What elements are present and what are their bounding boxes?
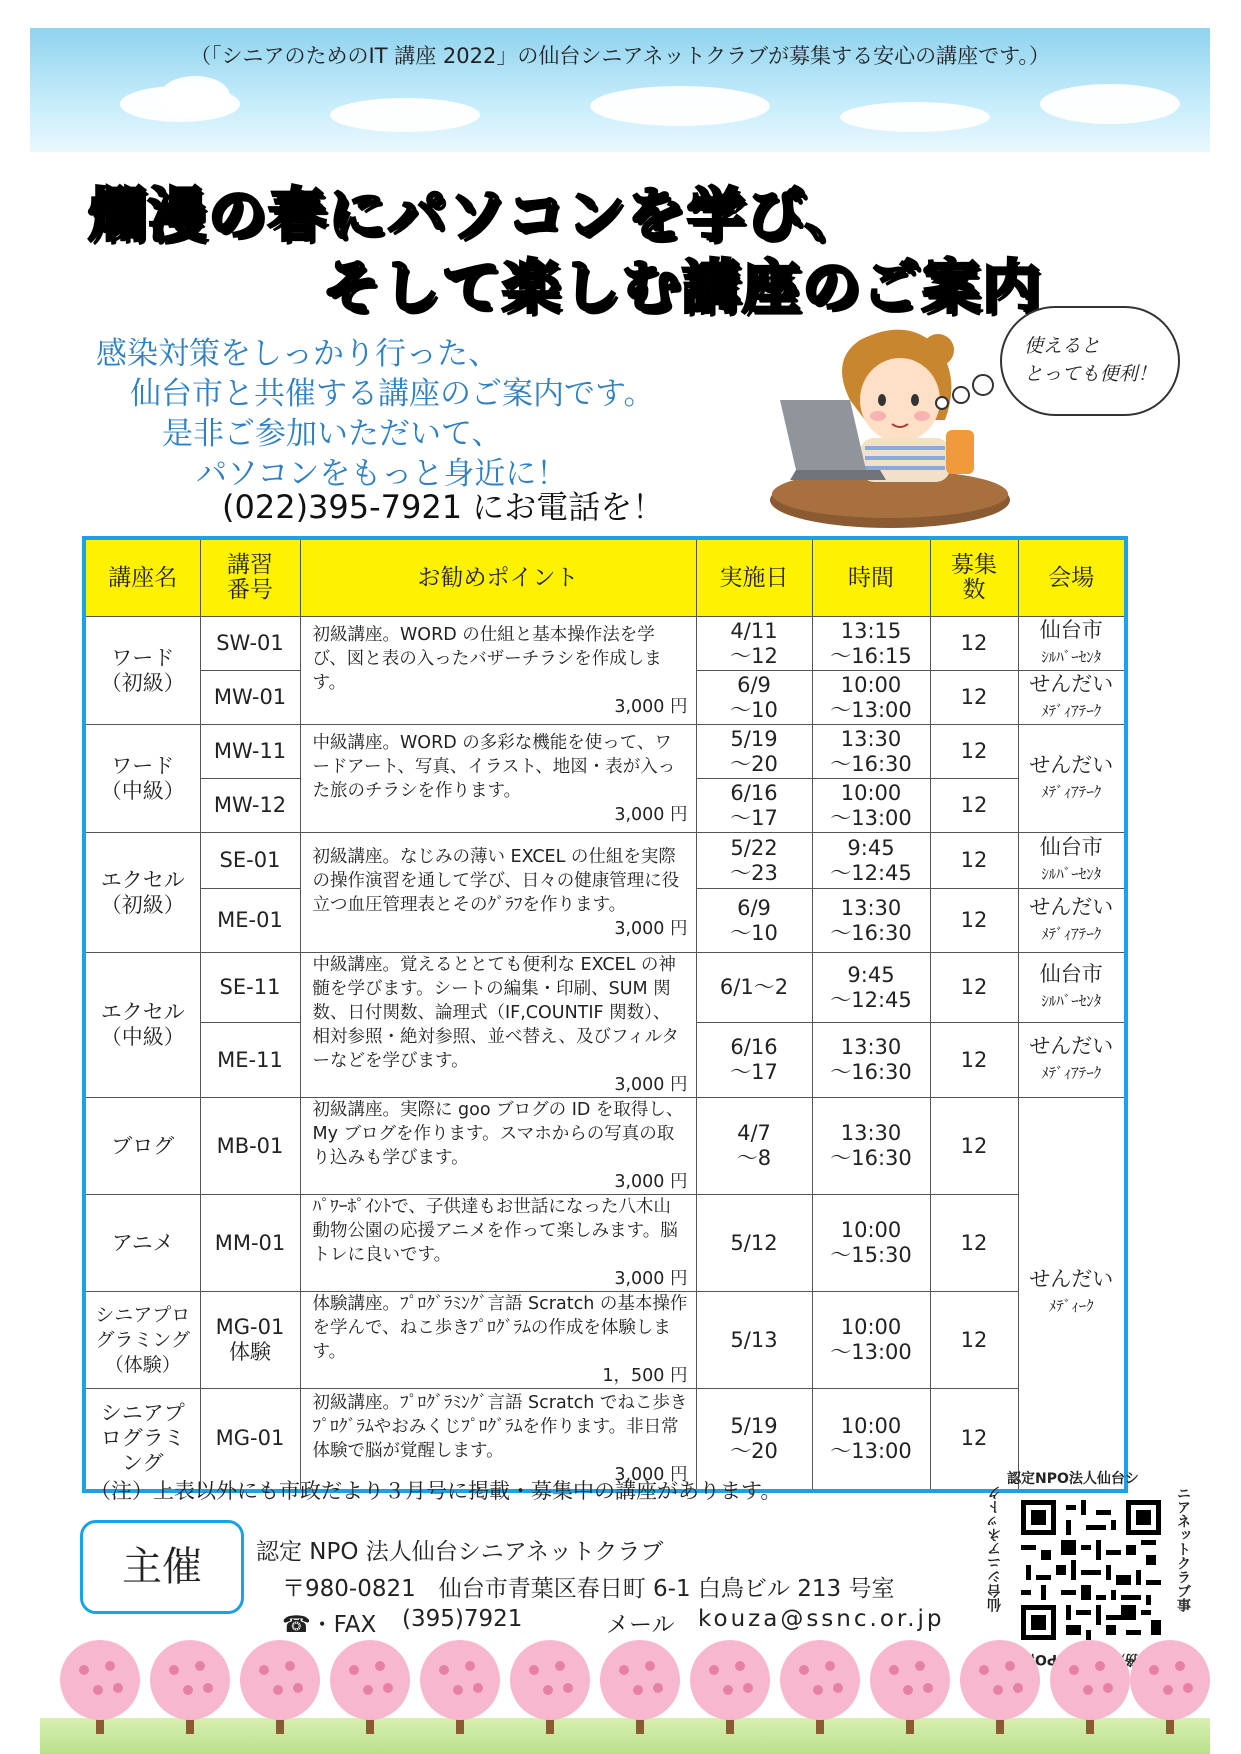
course-date: 6/9 ～10	[696, 671, 812, 725]
course-code: SE-11	[200, 953, 300, 1023]
course-venue: せんだい ﾒﾃﾞｨｰｸ	[1018, 1098, 1126, 1491]
intro-line-2: 仙台市と共催する講座のご案内です。	[130, 376, 655, 412]
qr-code-icon[interactable]	[1021, 1500, 1161, 1640]
title-line-1: 爛漫の春にパソコンを学び、	[88, 181, 865, 249]
course-capacity: 12	[930, 833, 1018, 889]
course-code: MW-11	[200, 725, 300, 779]
course-point: 中級講座。覚えるととても便利な EXCEL の神髄を学びます。シートの編集・印刷、SUM 関数、日付関数、論理式（IF,COUNTIF 関数）、相対参照・絶対参照、並べ替え、及びフィルターなどを学びます。 3,000 円	[300, 953, 696, 1098]
course-time: 13:15 ～16:15	[812, 617, 930, 671]
header-capacity: 募集 数	[930, 538, 1018, 617]
course-venue: 仙台市 ｼﾙﾊﾞｰｾﾝﾀ	[1018, 833, 1126, 889]
course-time: 13:30 ～16:30	[812, 1023, 930, 1098]
intro-line-4: パソコンをもっと身近に！	[196, 456, 568, 492]
title-line-2: そして楽しむ講座のご案内	[322, 253, 1043, 321]
course-name: ワード （中級）	[84, 725, 200, 833]
top-banner-text: （「シニアのためのIT 講座 2022」の仙台シニアネットクラブが募集する安心の講座です。）	[190, 44, 1050, 68]
course-time: 13:30 ～16:30	[812, 725, 930, 779]
course-date: 5/13	[696, 1292, 812, 1389]
header-course-name: 講座名	[84, 538, 200, 617]
course-code: MW-12	[200, 779, 300, 833]
course-name: エクセル （初級）	[84, 833, 200, 953]
course-time: 10:00 ～13:00	[812, 671, 930, 725]
course-time: 9:45 ～12:45	[812, 833, 930, 889]
course-code: MW-01	[200, 671, 300, 725]
course-capacity: 12	[930, 617, 1018, 671]
course-capacity: 12	[930, 1023, 1018, 1098]
course-capacity: 12	[930, 671, 1018, 725]
course-code: SW-01	[200, 617, 300, 671]
table-row	[84, 1195, 1126, 1292]
org-address: 〒980-0821 仙台市青葉区春日町 6-1 白鳥ビル 213 号室	[282, 1576, 895, 1602]
course-code: MG-01 体験	[200, 1292, 300, 1389]
course-capacity: 12	[930, 953, 1018, 1023]
course-name: シニアプ ログラミ ング	[84, 1389, 200, 1491]
course-date: 5/19 ～20	[696, 1389, 812, 1491]
course-time: 10:00 ～13:00	[812, 779, 930, 833]
course-capacity: 12	[930, 1195, 1018, 1292]
course-name: アニメ	[84, 1195, 200, 1292]
table-row	[84, 617, 1126, 671]
course-code: MB-01	[200, 1098, 300, 1195]
course-venue: せんだい ﾒﾃﾞｨｱﾃｰｸ	[1018, 889, 1126, 953]
course-date: 6/16 ～17	[696, 779, 812, 833]
course-code: MG-01	[200, 1389, 300, 1491]
course-time: 9:45 ～12:45	[812, 953, 930, 1023]
course-time: 10:00 ～13:00	[812, 1389, 930, 1491]
course-date: 5/22 ～23	[696, 833, 812, 889]
host-label: 主催	[80, 1520, 244, 1614]
thought-bubble	[1000, 306, 1180, 416]
course-capacity: 12	[930, 779, 1018, 833]
woman-laptop-illustration	[770, 320, 1010, 530]
table-row	[84, 953, 1126, 1023]
course-point: 体験講座。ﾌﾟﾛｸﾞﾗﾐﾝｸﾞ言語 Scratch の基本操作を学んで、ねこ歩きﾌﾟﾛｸﾞﾗﾑの作成を体験します。 1，500 円	[300, 1292, 696, 1389]
org-mail[interactable]: kouza@ssnc.or.jp	[698, 1606, 945, 1632]
course-venue: せんだい ﾒﾃﾞｨｱﾃｰｸ	[1018, 671, 1126, 725]
header-venue: 会場	[1018, 538, 1126, 617]
course-point: 初級講座。実際に goo ブログの ID を取得し、My ブログを作ります。スマホからの写真の取り込みも学びます。 3,000 円	[300, 1098, 696, 1195]
phone-prompt: (022)395-7921 にお電話を！	[222, 488, 665, 526]
course-capacity: 12	[930, 1292, 1018, 1389]
course-code: ME-11	[200, 1023, 300, 1098]
course-code: ME-01	[200, 889, 300, 953]
course-table	[82, 536, 1128, 1493]
course-capacity: 12	[930, 1098, 1018, 1195]
course-code: SE-01	[200, 833, 300, 889]
course-date: 6/9 ～10	[696, 889, 812, 953]
intro-line-3: 是非ご参加いただいて、	[162, 416, 503, 452]
header-course-code: 講習 番号	[200, 538, 300, 617]
course-venue: 仙台市 ｼﾙﾊﾞｰｾﾝﾀ	[1018, 617, 1126, 671]
course-capacity: 12	[930, 725, 1018, 779]
course-point: 初級講座。なじみの薄い EXCEL の仕組を実際の操作演習を通して学び、日々の健康管理に役立つ血圧管理表とそのｸﾞﾗﾌを作ります。 3,000 円	[300, 833, 696, 953]
course-date: 5/19 ～20	[696, 725, 812, 779]
course-capacity: 12	[930, 1389, 1018, 1491]
course-date: 4/7 ～8	[696, 1098, 812, 1195]
header-date: 実施日	[696, 538, 812, 617]
table-row	[84, 725, 1126, 779]
bubble-text-1: 使えると	[1024, 335, 1101, 357]
course-time: 10:00 ～15:30	[812, 1195, 930, 1292]
course-capacity: 12	[930, 889, 1018, 953]
org-mail-label: メール	[606, 1612, 675, 1638]
org-name: 認定 NPO 法人仙台シニアネットクラブ	[256, 1539, 664, 1565]
course-point: 中級講座。WORD の多彩な機能を使って、ワードアート、写真、イラスト、地図・表が入った旅のチラシを作ります。 3,000 円	[300, 725, 696, 833]
org-phone-label: ☎・FAX	[282, 1612, 377, 1638]
cherry-tree-row-icon	[40, 1640, 1210, 1740]
course-time: 10:00 ～13:00	[812, 1292, 930, 1389]
course-venue: せんだい ﾒﾃﾞｨｱﾃｰｸ	[1018, 725, 1126, 833]
table-row	[84, 1098, 1126, 1195]
course-venue: 仙台市 ｼﾙﾊﾞｰｾﾝﾀ	[1018, 953, 1126, 1023]
course-date: 6/16 ～17	[696, 1023, 812, 1098]
intro-line-1: 感染対策をしっかり行った、	[96, 336, 499, 372]
qr-caption-left: 仙台シニアネットク	[987, 1486, 1003, 1612]
course-date: 5/12	[696, 1195, 812, 1292]
course-time: 13:30 ～16:30	[812, 1098, 930, 1195]
course-date: 6/1～2	[696, 953, 812, 1023]
course-point: ﾊﾟﾜｰﾎﾟｲﾝﾄで、子供達もお世話になった八木山動物公園の応援アニメを作って楽しみます。脳トレに良いです。 3,000 円	[300, 1195, 696, 1292]
course-name: エクセル （中級）	[84, 953, 200, 1098]
org-phone: (395)7921	[402, 1606, 523, 1632]
qr-caption-right: ニアネットクラブ事	[1175, 1486, 1191, 1612]
course-point: 初級講座。ﾌﾟﾛｸﾞﾗﾐﾝｸﾞ言語 Scratch でねこ歩きﾌﾟﾛｸﾞﾗﾑやおみくじﾌﾟﾛｸﾞﾗﾑを作ります。非日常体験で脳が覚醒します。 3,000 円	[300, 1389, 696, 1491]
qr-caption-top: 認定NPO法人仙台シ	[1007, 1471, 1139, 1487]
table-header-row	[84, 538, 1126, 617]
course-time: 13:30 ～16:30	[812, 889, 930, 953]
header-point: お勧めポイント	[300, 538, 696, 617]
header-time: 時間	[812, 538, 930, 617]
table-row	[84, 833, 1126, 889]
course-venue: せんだい ﾒﾃﾞｨｱﾃｰｸ	[1018, 1023, 1126, 1098]
course-code: MM-01	[200, 1195, 300, 1292]
bubble-text-2: とっても便利！	[1024, 363, 1157, 385]
qr-caption-bottom: 務局 認定NPO法人	[1007, 1651, 1139, 1667]
footnote: （注）上表以外にも市政だより３月号に掲載・募集中の講座があります。	[90, 1479, 782, 1503]
course-date: 4/11 ～12	[696, 617, 812, 671]
course-name: ブログ	[84, 1098, 200, 1195]
course-name: ワード （初級）	[84, 617, 200, 725]
course-name: シニアプロ グラミング （体験）	[84, 1292, 200, 1389]
table-row	[84, 1292, 1126, 1389]
course-point: 初級講座。WORD の仕組と基本操作法を学び、図と表の入ったバザーチラシを作成します。 3,000 円	[300, 617, 696, 725]
